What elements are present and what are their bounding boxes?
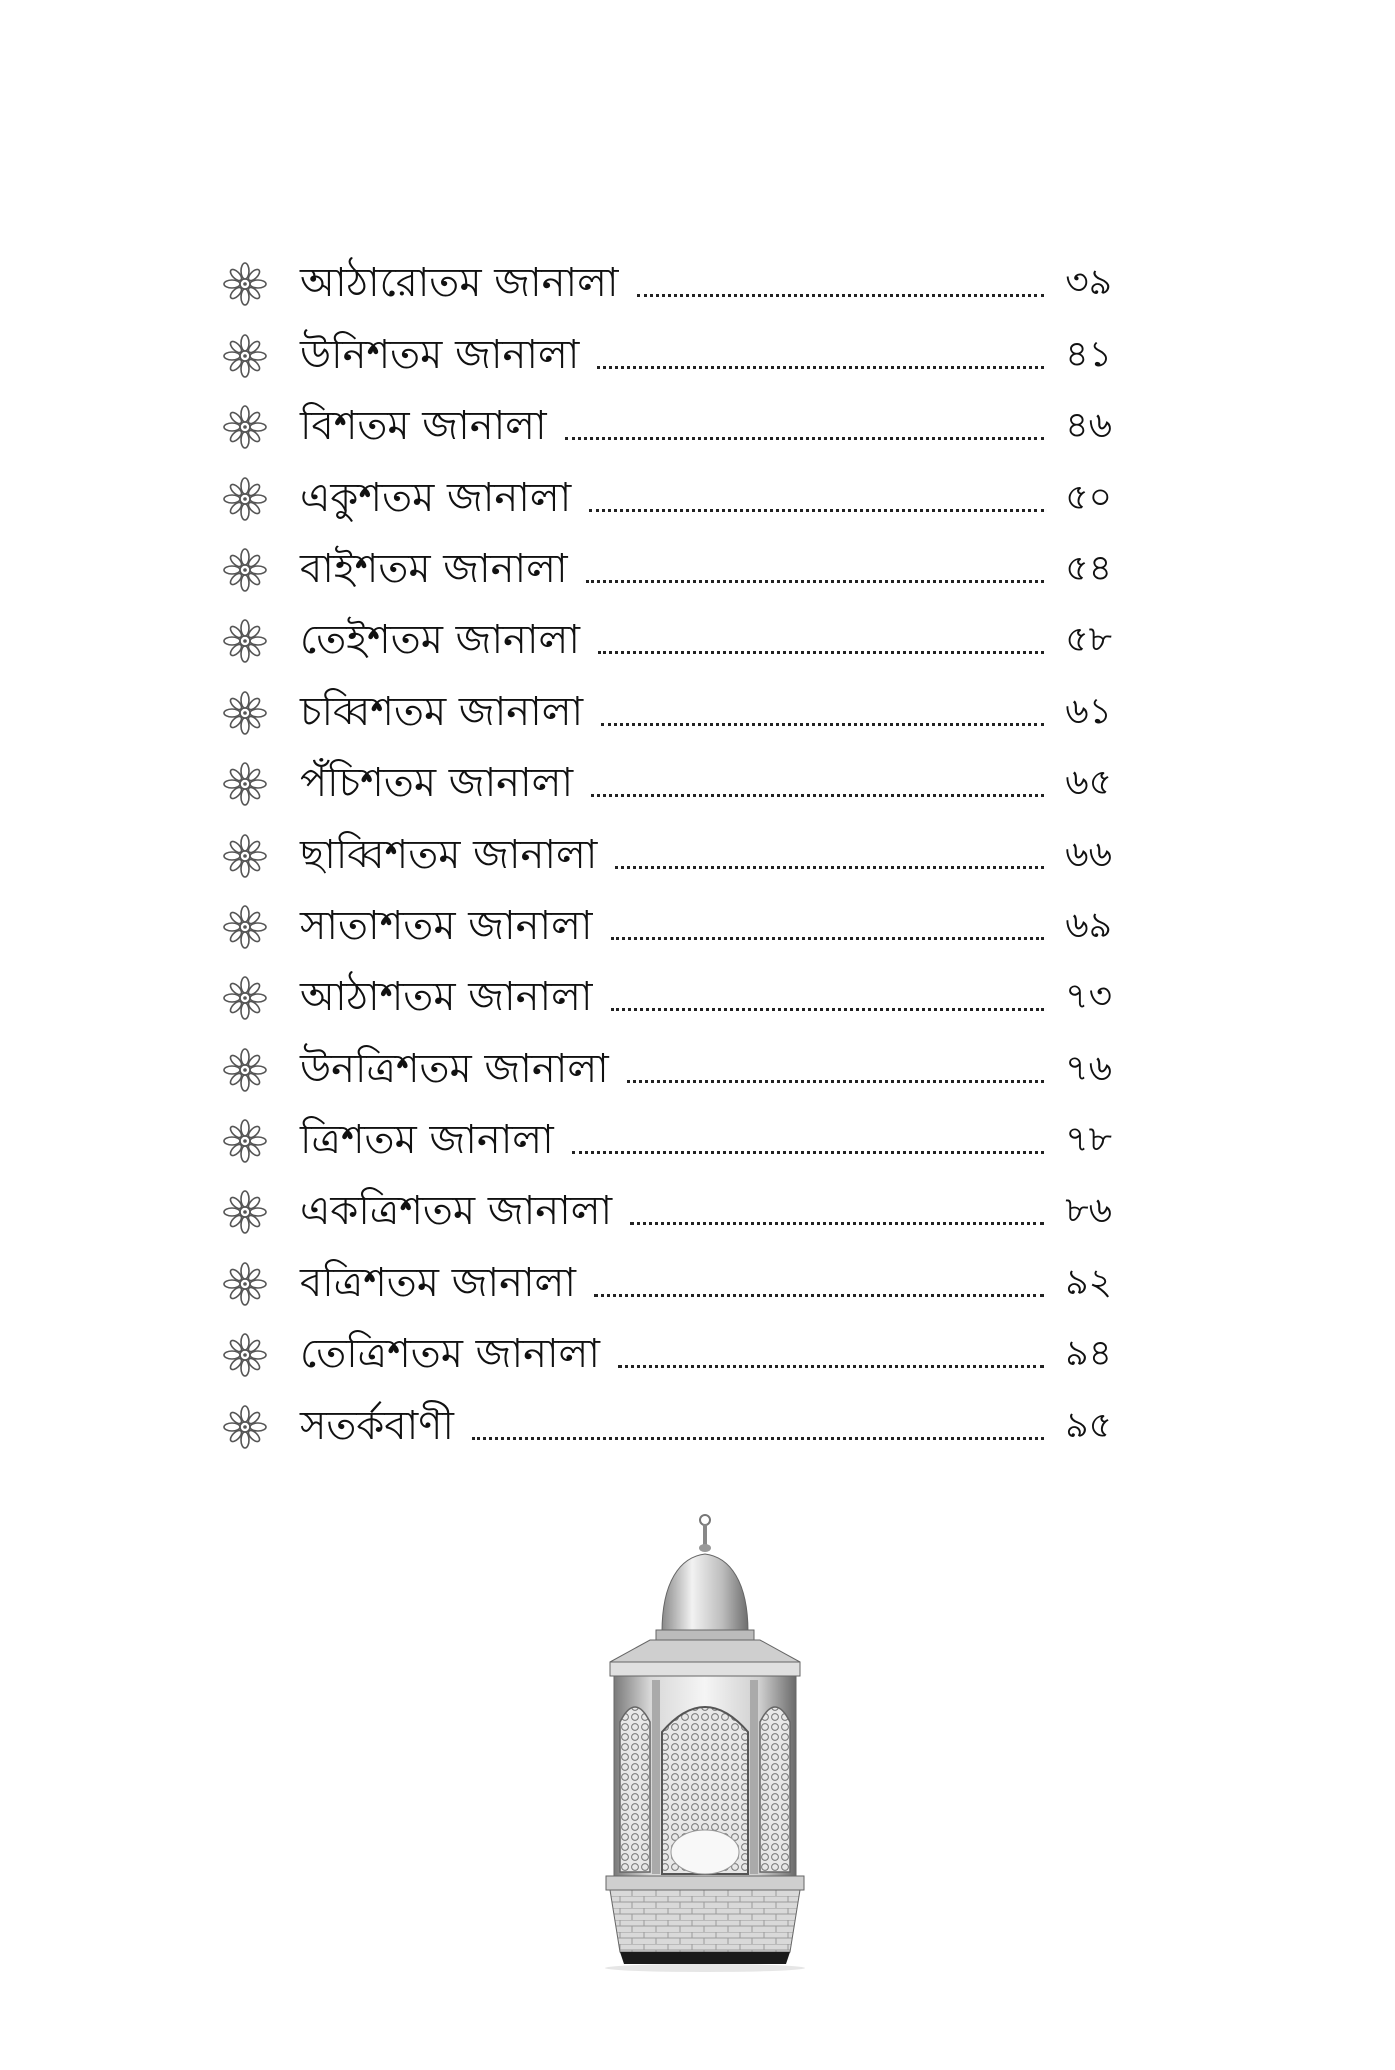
floral-ornament-icon [222,1189,268,1235]
toc-entry [222,462,1112,533]
dot-leader [611,1008,1044,1011]
toc-entry [222,676,1112,747]
toc-entry [222,1176,1112,1247]
dot-leader [637,294,1044,297]
dot-leader [598,651,1044,654]
toc-entry-page-number: ৩৯ [1065,262,1112,304]
dot-leader [472,1437,1044,1440]
toc-entry-title: উনিশতম জানালা [300,331,580,378]
toc-entry-page-number: ৯২ [1065,1261,1112,1303]
toc-entry-title: আঠারোতম জানালা [300,260,619,307]
toc-entry [222,891,1112,962]
toc-entry-title: ত্রিশতম জানালা [300,1117,554,1164]
dot-leader [586,580,1044,583]
toc-entry-title: উনত্রিশতম জানালা [300,1045,609,1092]
toc-entry-page-number: ৫৮ [1065,619,1112,661]
toc-entry-title: একুশতম জানালা [300,474,572,521]
floral-ornament-icon [222,404,268,450]
floral-ornament-icon [222,333,268,379]
toc-entry-title: বাইশতম জানালা [300,545,568,592]
toc-entry-title: সাতাশতম জানালা [300,902,593,949]
toc-entry [222,1390,1112,1461]
dot-leader [591,794,1044,797]
floral-ornament-icon [222,261,268,307]
toc-entry [222,391,1112,462]
domed-shrine-icon [590,1512,820,1972]
toc-entry-title: তেইশতম জানালা [300,617,580,664]
toc-entry-page-number: ৯৪ [1065,1333,1112,1375]
toc-entry-page-number: ৪১ [1065,333,1112,375]
toc-entry [222,605,1112,676]
dot-leader [601,723,1044,726]
toc-entry [222,819,1112,890]
toc-entry-title: চব্বিশতম জানালা [300,688,584,735]
floral-ornament-icon [222,1118,268,1164]
dot-leader [572,1151,1044,1154]
floral-ornament-icon [222,833,268,879]
floral-ornament-icon [222,618,268,664]
toc-entry-title: একত্রিশতম জানালা [300,1188,613,1235]
toc-entry-page-number: ৬৯ [1065,904,1112,946]
toc-entry-title: বিশতম জানালা [300,403,547,450]
toc-entry-page-number: ৮৬ [1065,1190,1112,1232]
dot-leader [597,366,1044,369]
table-of-contents [222,248,1112,1462]
floral-ornament-icon [222,1261,268,1307]
toc-entry [222,319,1112,390]
dot-leader [565,437,1044,440]
floral-ornament-icon [222,547,268,593]
toc-entry-page-number: ৫৪ [1065,547,1112,589]
toc-entry [222,1319,1112,1390]
dot-leader [594,1294,1044,1297]
dot-leader [615,866,1044,869]
toc-entry-page-number: ৪৬ [1065,405,1112,447]
toc-entry-page-number: ৭৬ [1065,1047,1112,1089]
dot-leader [618,1365,1044,1368]
dot-leader [630,1222,1044,1225]
dot-leader [627,1080,1044,1083]
toc-entry-title: আঠাশতম জানালা [300,974,593,1021]
toc-entry-title: তেত্রিশতম জানালা [300,1331,600,1378]
dot-leader [611,937,1044,940]
toc-entry-title: বত্রিশতম জানালা [300,1259,576,1306]
floral-ornament-icon [222,1332,268,1378]
dot-leader [589,509,1044,512]
toc-entry [222,1247,1112,1318]
floral-ornament-icon [222,1404,268,1450]
toc-entry [222,248,1112,319]
toc-entry-title: ছাব্বিশতম জানালা [300,831,598,878]
toc-entry [222,1033,1112,1104]
floral-ornament-icon [222,476,268,522]
floral-ornament-icon [222,761,268,807]
floral-ornament-icon [222,975,268,1021]
toc-entry [222,962,1112,1033]
floral-ornament-icon [222,904,268,950]
toc-entry [222,534,1112,605]
toc-entry-page-number: ৯৫ [1065,1404,1112,1446]
floral-ornament-icon [222,1047,268,1093]
toc-entry [222,748,1112,819]
toc-entry-title: সতর্কবাণী [300,1402,454,1449]
toc-entry-page-number: ৭৩ [1065,976,1112,1018]
toc-entry [222,1105,1112,1176]
toc-entry-page-number: ৬৬ [1065,833,1112,875]
toc-entry-page-number: ৬১ [1065,690,1112,732]
toc-entry-page-number: ৭৮ [1065,1119,1112,1161]
toc-entry-page-number: ৫০ [1065,476,1112,518]
floral-ornament-icon [222,690,268,736]
toc-entry-page-number: ৬৫ [1065,762,1112,804]
toc-entry-title: পঁচিশতম জানালা [300,760,574,807]
